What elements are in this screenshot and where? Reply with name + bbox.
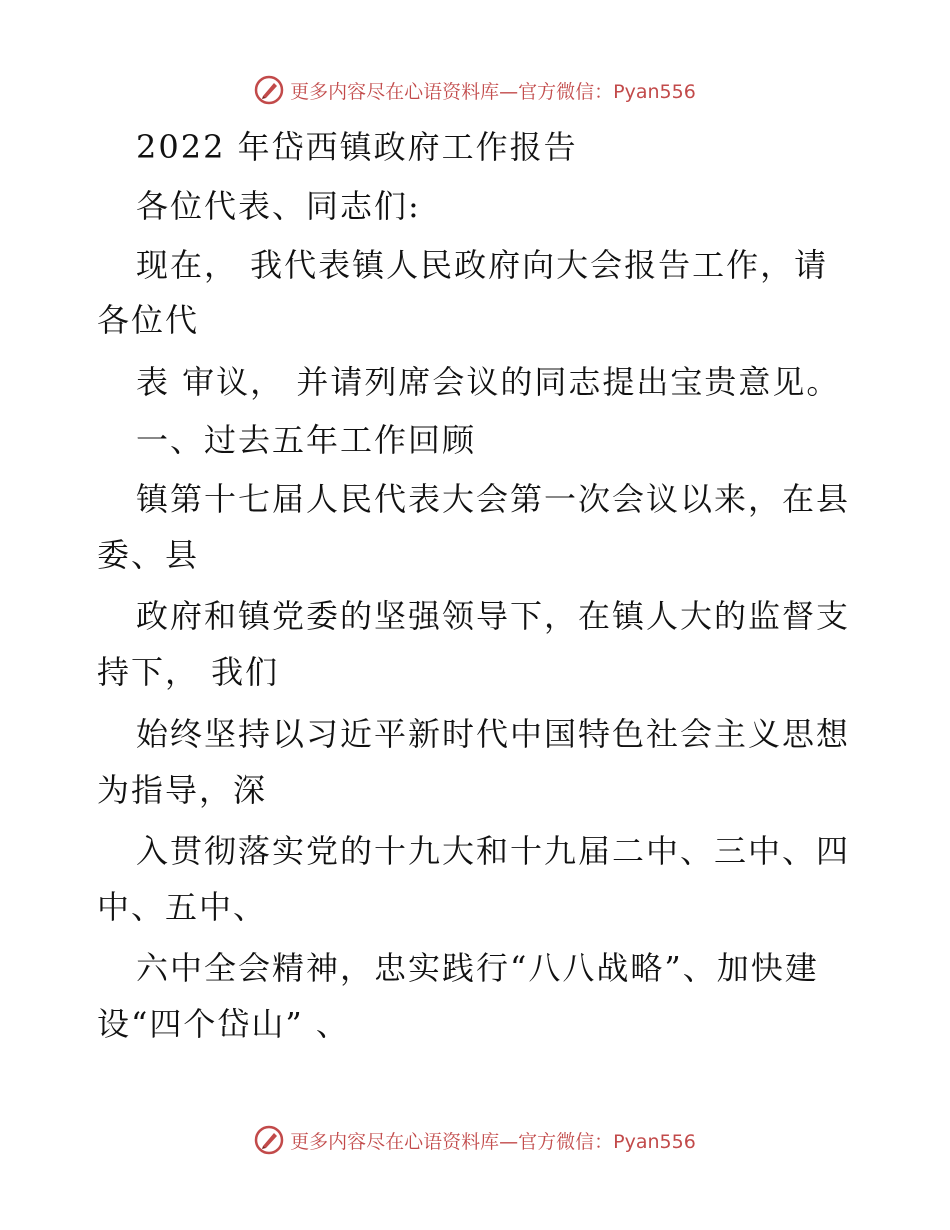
paragraph-line: 持下， 我们	[97, 653, 280, 691]
paragraph-line: 设“四个岱山” 、	[97, 1005, 350, 1043]
paragraph-line: 委、县	[97, 536, 200, 574]
banner-text: 更多内容尽在心语资料库—官方微信：Pyan556	[290, 1130, 696, 1153]
paragraph-line: 六中全会精神，忠实践行“八八战略”、加快建	[136, 949, 819, 987]
paragraph-line: 现在， 我代表镇人民政府向大会报告工作，请	[136, 246, 829, 284]
pen-seal-logo-icon	[254, 1125, 284, 1155]
pen-seal-logo-icon	[254, 75, 284, 105]
paragraph-line: 镇第十七届人民代表大会第一次会议以来，在县	[136, 480, 851, 518]
paragraph-line: 各位代	[97, 301, 200, 339]
banner-text: 更多内容尽在心语资料库—官方微信：Pyan556	[290, 80, 696, 103]
footer-banner	[0, 1120, 950, 1160]
salutation: 各位代表、同志们:	[136, 187, 421, 225]
paragraph-line: 政府和镇党委的坚强领导下，在镇人大的监督支	[136, 597, 851, 635]
paragraph-line: 表 审议， 并请列席会议的同志提出宝贵意见。	[136, 363, 841, 401]
paragraph-line: 入贯彻落实党的十九大和十九届二中、三中、四	[136, 832, 851, 870]
header-banner	[0, 70, 950, 110]
paragraph-line: 为指导，深	[97, 771, 268, 809]
document-title: 2022 年岱西镇政府工作报告	[136, 128, 578, 166]
paragraph-line: 始终坚持以习近平新时代中国特色社会主义思想	[136, 715, 851, 753]
paragraph-line: 中、五中、	[97, 888, 268, 926]
section-heading: 一、过去五年工作回顾	[136, 421, 477, 459]
